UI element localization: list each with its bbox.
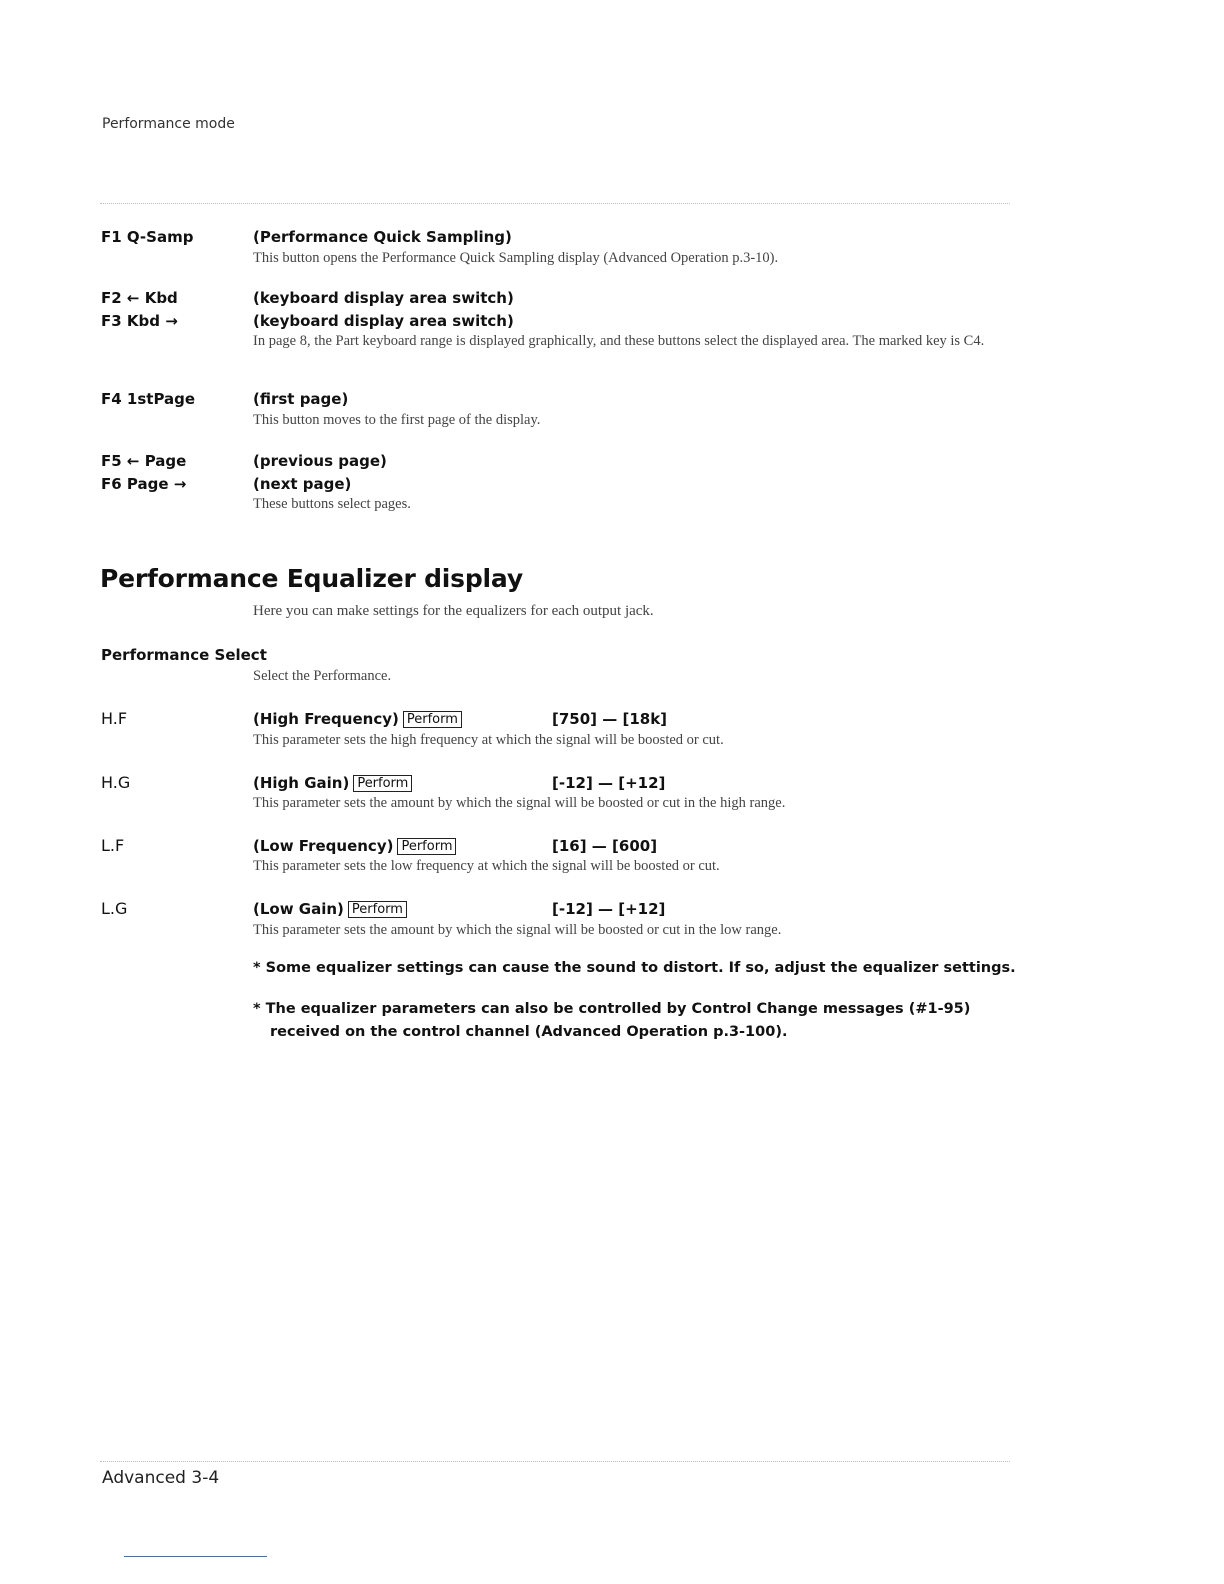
page-number: Advanced 3-4: [102, 1468, 220, 1488]
param-description: This parameter sets the high frequency at which the signal will be boosted or cut.: [253, 732, 724, 748]
perform-badge: Perform: [403, 711, 462, 728]
performance-select-label: Performance Select: [101, 646, 267, 664]
section-title: Performance Equalizer display: [100, 564, 523, 593]
param-range: [750] — [18k]: [552, 710, 668, 728]
f3-key-label: F3 Kbd →: [101, 312, 178, 330]
f3-title: (keyboard display area switch): [253, 312, 514, 330]
f5-f6-description: These buttons select pages.: [253, 496, 411, 512]
f1-key-label: F1 Q-Samp: [101, 228, 194, 246]
f2-f3-description: In page 8, the Part keyboard range is displayed graphically, and these buttons select the displayed area. The marked key is C4.: [253, 333, 985, 349]
running-header: Performance mode: [102, 116, 235, 132]
param-title: [253, 835, 456, 857]
param-title: [253, 898, 407, 920]
param-description: This parameter sets the amount by which the signal will be boosted or cut in the low range.: [253, 922, 782, 938]
f5-key-label: F5 ← Page: [101, 452, 187, 470]
f4-title: (first page): [253, 390, 349, 408]
f4-description: This button moves to the first page of the display.: [253, 412, 541, 428]
section-intro: Here you can make settings for the equalizers for each output jack.: [253, 603, 654, 619]
f6-title: (next page): [253, 475, 352, 493]
f1-description: This button opens the Performance Quick Sampling display (Advanced Operation p.3-10).: [253, 250, 779, 266]
bottom-divider: [100, 1461, 1010, 1462]
top-divider: [100, 203, 1010, 204]
f2-key-label: F2 ← Kbd: [101, 289, 178, 307]
param-range: [16] — [600]: [552, 837, 658, 855]
f4-key-label: F4 1stPage: [101, 390, 196, 408]
param-key: H.G: [101, 773, 131, 792]
f6-key-label: F6 Page →: [101, 475, 187, 493]
perform-badge: Perform: [348, 901, 407, 918]
f5-title: (previous page): [253, 452, 387, 470]
bottom-blue-rule: [124, 1556, 267, 1557]
f2-title: (keyboard display area switch): [253, 289, 514, 307]
performance-select-description: Select the Performance.: [253, 668, 392, 684]
param-key: L.G: [101, 899, 128, 918]
param-key: H.F: [101, 709, 128, 728]
param-title-text: (High Gain): [253, 774, 350, 792]
param-title-text: (Low Frequency): [253, 837, 394, 855]
param-title: [253, 772, 412, 794]
param-description: This parameter sets the low frequency at which the signal will be boosted or cut.: [253, 858, 720, 874]
param-title: [253, 708, 462, 730]
perform-badge: Perform: [397, 838, 456, 855]
param-title-text: (High Frequency): [253, 710, 399, 728]
note-control-change: * The equalizer parameters can also be controlled by Control Change messages (#1-95) received on the control channel (Advanced Operation p.3-100).: [253, 1001, 971, 1040]
note-distortion: * Some equalizer settings can cause the sound to distort. If so, adjust the equalizer settings.: [253, 960, 1016, 976]
param-description: This parameter sets the amount by which the signal will be boosted or cut in the high range.: [253, 795, 786, 811]
perform-badge: Perform: [353, 775, 412, 792]
param-range: [-12] — [+12]: [552, 774, 666, 792]
param-key: L.F: [101, 836, 125, 855]
param-title-text: (Low Gain): [253, 900, 344, 918]
param-range: [-12] — [+12]: [552, 900, 666, 918]
f1-title: (Performance Quick Sampling): [253, 228, 512, 246]
